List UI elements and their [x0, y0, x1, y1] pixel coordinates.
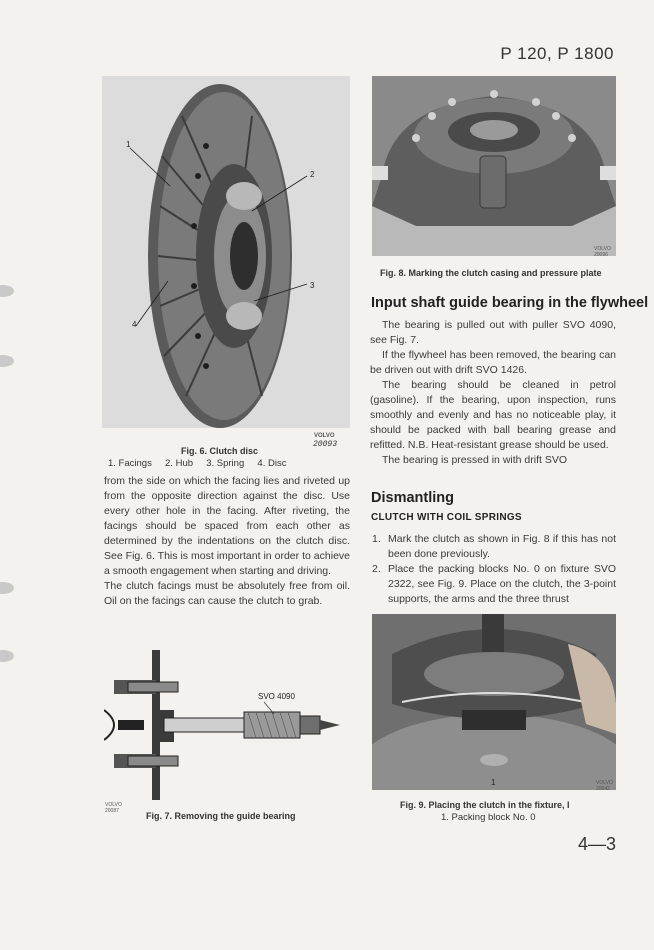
left-column-body	[104, 474, 350, 609]
step-item	[372, 532, 616, 562]
fig9-caption: Fig. 9. Placing the clutch in the fixture, I	[400, 800, 570, 810]
fig7-guide-bearing-drawing	[104, 650, 354, 800]
section1-paragraph: If the flywheel has been removed, the bearing can be driven out with drift SVO 1426.	[370, 349, 616, 376]
fig8-brand: VOLVO 20096	[594, 246, 611, 258]
left-paragraph: from the side on which the facing lies and riveted up from the opposite direction against the disc. Use every other hole in the facing. After riveting, the facings should be spaced from each other as determined by the indentations on the clutch disc. See Fig. 6. This is most important in order to achieve a smooth engagement when starting and driving.	[104, 475, 350, 577]
fig6-callout-3: 3	[310, 281, 315, 290]
section1-body	[370, 318, 616, 468]
section1-paragraph: The bearing is pressed in with drift SVO	[382, 454, 568, 466]
step-number: 1.	[372, 533, 381, 545]
fig6-callout-1: 1	[126, 140, 131, 149]
page-header-model: P 120, P 1800	[500, 44, 614, 63]
step-text: Place the packing blocks No. 0 on fixture SVO 2322, see Fig. 9. Place on the clutch, the 3-point supports, the arms and the three thrust	[388, 563, 616, 605]
fig8-caption: Fig. 8. Marking the clutch casing and pressure plate	[380, 268, 602, 278]
fig7-caption: Fig. 7. Removing the guide bearing	[146, 811, 296, 821]
fig8-clutch-casing-photo	[372, 76, 616, 256]
binder-hole	[0, 582, 14, 594]
fig9-clutch-fixture-photo	[372, 614, 616, 790]
binder-hole	[0, 285, 14, 297]
fig9-legend: 1. Packing block No. 0	[441, 812, 536, 823]
fig7-brand: VOLVO 20087	[105, 802, 122, 814]
binder-hole	[0, 650, 14, 662]
binder-hole	[0, 355, 14, 367]
section-heading-dismantling: Dismantling	[371, 490, 454, 506]
fig9-brand: VOLVO 20042	[596, 780, 613, 792]
step-item	[372, 562, 616, 607]
step-number: 2.	[372, 563, 381, 575]
fig6-legend: 1. Facings 2. Hub 3. Spring 4. Disc	[108, 458, 287, 469]
section-heading-guide-bearing: Input shaft guide bearing in the flywheel	[371, 295, 649, 311]
fig6-caption: Fig. 6. Clutch disc	[181, 446, 259, 456]
page-number: 4—3	[577, 834, 616, 854]
fig6-callout-4: 4	[132, 320, 137, 329]
dismantling-steps	[372, 532, 616, 607]
section1-paragraph: The bearing should be cleaned in petrol (gasoline). If the bearing, upon inspection, runs smoothly and evenly and has no noticeable play, it should be packed with ball bearing grease and refitted. N.B. Heat-resistant grease should be used.	[370, 379, 616, 451]
fig6-brand: VOLVO	[314, 433, 335, 439]
fig7-tool-label: SVO 4090	[258, 692, 295, 701]
section1-paragraph: The bearing is pulled out with puller SVO 4090, see Fig. 7.	[370, 319, 616, 346]
left-paragraph: The clutch facings must be absolutely free from oil. Oil on the facings can cause the clutch to grab.	[104, 580, 350, 607]
fig6-callout-2: 2	[310, 170, 315, 179]
fig6-clutch-disc-photo	[102, 76, 350, 428]
fig6-photo-number: 20093	[313, 440, 338, 449]
fig9-callout-1: 1	[491, 778, 496, 787]
subheading-coil-springs: CLUTCH WITH COIL SPRINGS	[371, 512, 522, 523]
step-text: Mark the clutch as shown in Fig. 8 if this has not been done previously.	[388, 533, 616, 560]
